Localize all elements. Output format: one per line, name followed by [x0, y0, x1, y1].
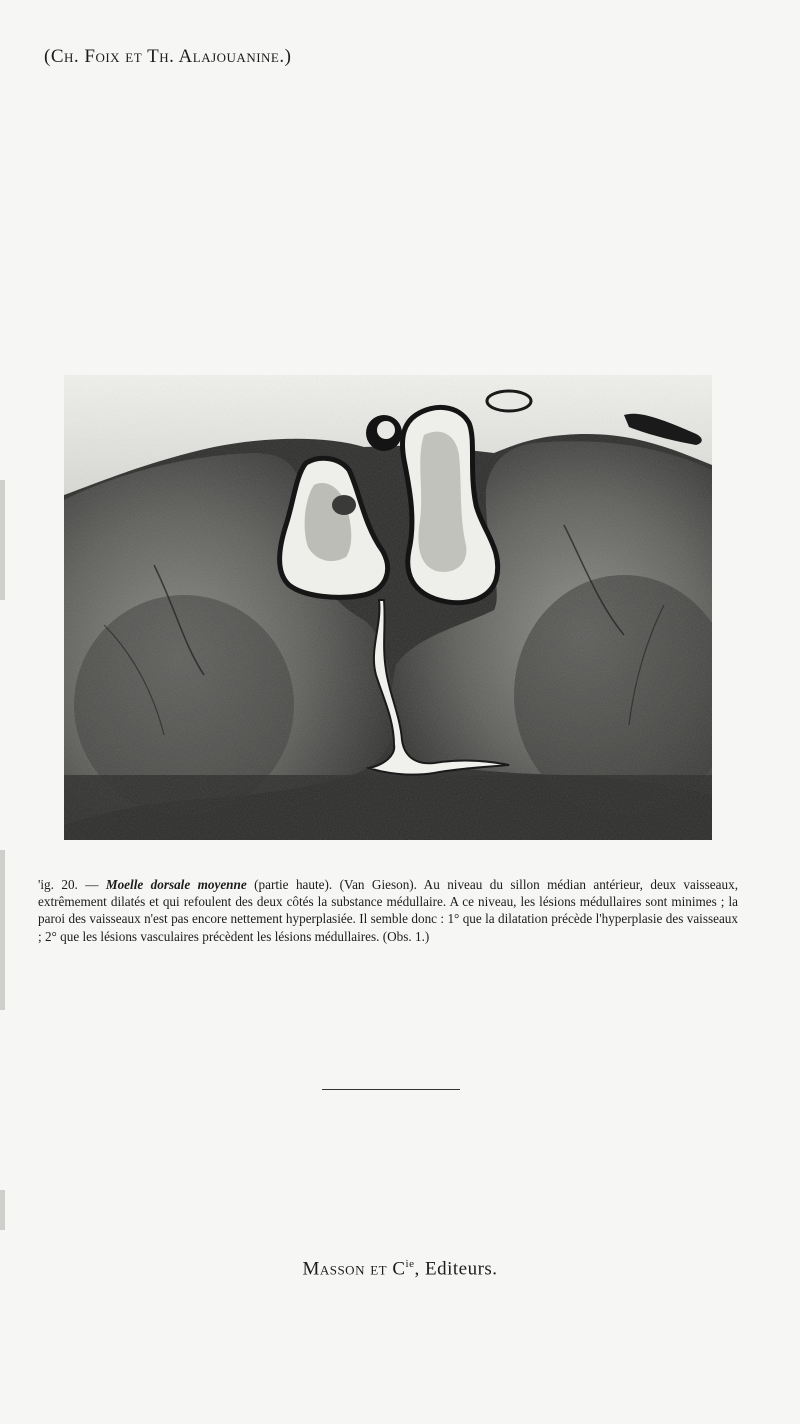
page-edge-mark: [0, 480, 5, 600]
authors-header: (Ch. Foix et Th. Alajouanine.): [44, 46, 292, 67]
publisher-sup: ie: [405, 1258, 415, 1270]
publisher-name: Masson et C: [302, 1258, 406, 1280]
caption-text: (partie haute). (Van Gieson). Au niveau du sillon médian antérieur, deux vaisseaux, extrêmement dilatés et qui refoulent des deux côtés la substance médullaire. A ce niveau, les lésions médullaires sont minimes ; la paroi des vaisseaux n'est pas encore nettement hyperplasiée. Il semble donc : 1° que la dilatation précède l'hyperplasie des vaisseaux ; 2° que les lésions vasculaires précèdent les lésions médullaires. (Obs. 1.): [38, 877, 738, 944]
publisher-imprint: [0, 1258, 800, 1280]
figure-micrograph: [64, 375, 712, 840]
figure-number: 'ig. 20. —: [38, 877, 106, 892]
publisher-suffix: , Editeurs.: [414, 1258, 498, 1280]
micrograph-image-icon: [64, 375, 712, 840]
figure-caption: [38, 876, 738, 945]
page-edge-mark: [0, 1190, 5, 1230]
figure-title: Moelle dorsale moyenne: [105, 877, 247, 892]
divider-rule: [322, 1089, 460, 1090]
page-edge-mark: [0, 850, 5, 1010]
